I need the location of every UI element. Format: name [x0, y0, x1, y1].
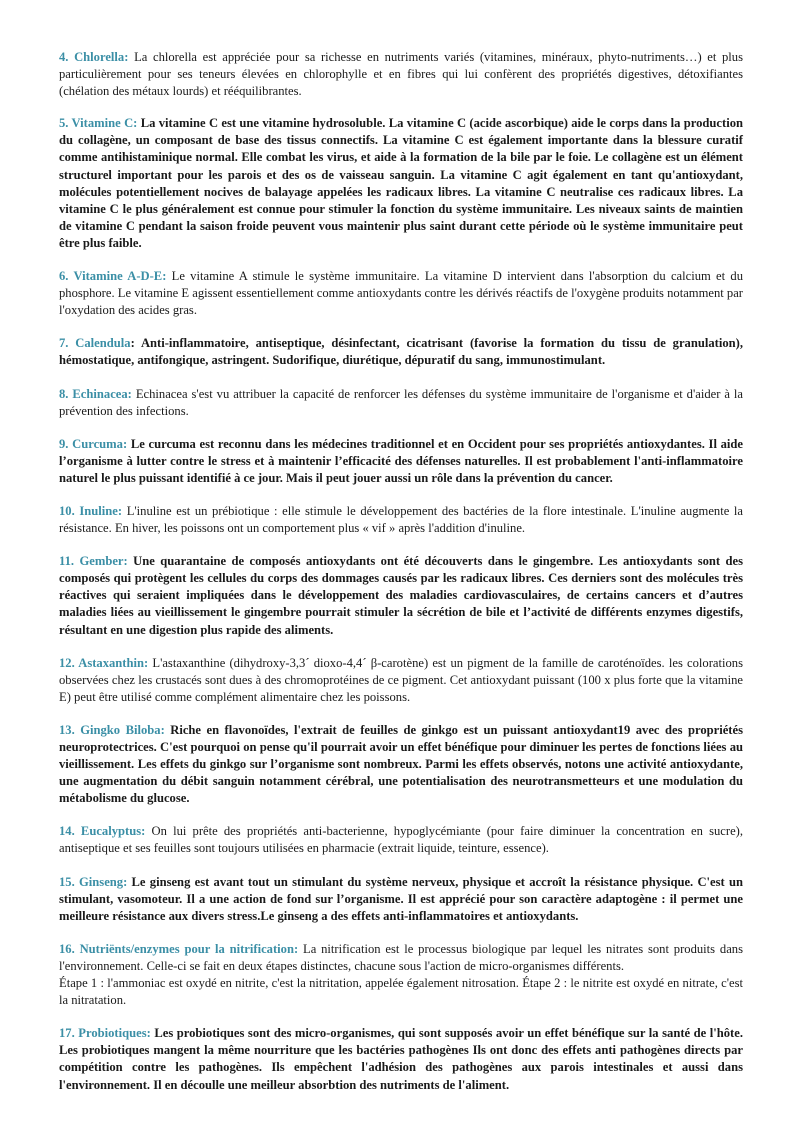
entry-body: Riche en flavonoïdes, l'extrait de feuilles de ginkgo est un puissant antioxydant19 avec des propriétés neuroprotectrices. C'est pourquoi on pense qu'il pourrait avoir un effet bénéfique pour diminuer les pertes de fonctions liées au vieillissement. Les effets du ginkgo sur l’organisme sont nombreux. Parmi les effets observés, notons une activité antioxydante, une augmentation du débit sanguin notamment cérébral, une potentialisation des neurotransmetteurs et une modulation du métabolisme du glucose. [59, 722, 743, 806]
entry-body-extra: Étape 1 : l'ammoniac est oxydé en nitrite, c'est la nitritation, appelée également nitrosation. Étape 2 : le nitrite est oxydé en nitrate, c'est la nitratation. [59, 976, 743, 1008]
entry-body: Le ginseng est avant tout un stimulant du système nerveux, physique et accroît la résistance physique. C'est un stimulant, vasomoteur. Il a une action de fond sur l’organisme. Il est apprécié pour son caractère adaptogène : il permet une meilleure résistance aux divers stress.Le ginseng a des effets anti-inflammatoires et antioxydants. [59, 874, 743, 923]
entry-vitamine-c [59, 115, 743, 252]
entry-heading: 8. Echinacea: [59, 386, 132, 401]
entry-body: On lui prête des propriétés anti-bacterienne, hypoglycémiante (pour faire diminuer la concentration en sucre), antiseptique et ses feuilles sont toujours utilisées en pharmacie (extrait liquide, teinture, essence). [59, 824, 744, 856]
entry-chlorella [59, 49, 743, 100]
entry-heading: 17. Probiotiques: [59, 1026, 151, 1041]
entry-body: Echinacea s'est vu attribuer la capacité de renforcer les défenses du système immunitaire de l'organisme et d'aider à la prévention des infections. [59, 386, 744, 418]
entry-heading: 5. Vitamine C: [59, 116, 138, 131]
entry-heading: 4. Chlorella: [59, 50, 129, 64]
entry-heading: 11. Gember: [59, 554, 128, 569]
entry-heading: 14. Eucalyptus: [59, 824, 146, 839]
entry-gember [59, 553, 743, 638]
entry-nitrification [59, 941, 743, 1009]
entry-heading: 6. Vitamine A-D-E: [59, 269, 167, 284]
entry-body: L'inuline est un prébiotique : elle stimule le développement des bactéries de la flore intestinale. L'inuline augmente la résistance. En hiver, les poissons ont un comportement plus « vif » après l'addition d'inuline. [59, 503, 743, 536]
entry-vitamine-ade [59, 268, 743, 319]
entry-body: Une quarantaine de composés antioxydants ont été découverts dans le gingembre. Les antioxydants sont des composés qui protègent les cellules du corps des dommages causés par les radicaux libres. Ces derniers sont des molécules très réactives qui seraient impliquées dans le développement des maladies cardiovasculaires, de certains cancers et d’autres maladies liées au vieillissement le gingembre pourrait stimuler la sécrétion de bile et l’activité de différents enzymes digestifs, résultant en une digestion plus rapide des aliments. [59, 554, 744, 637]
entry-body: Le vitamine A stimule le système immunitaire. La vitamine D intervient dans l'absorption du calcium et du phosphore. Le vitamine E agissent essentiellement comme antioxydants contre les dérivés réactifs de l'oxygène produits notamment par l'oxydation des acides gras. [59, 269, 743, 318]
entry-body: La vitamine C est une vitamine hydrosoluble. La vitamine C (acide ascorbique) aide le corps dans la production du collagène, un composant de base des tissus connectifs. La vitamine C est également importante dans la blessure curatif comme antihistaminique normal. Elle combat les virus, et aide à la formation de la bile par le foie. Le collagène est un élément structurel important pour les parois et des os de vaisseau sanguin. La vitamine C agit également en tant qu'antioxydant, molécules potentiellement nocives de balayage appelées les radicaux libres. La vitamine C neutralise ces radicaux libres. La vitamine C le plus généralement est connue pour stimuler la fonction du système immunitaire. Les niveaux saints de maintien de vitamine C pendant la saison froide peuvent vous maintenir plus saint durant cette période où le système immunitaire peut être plus faible. [59, 116, 743, 250]
entry-body: L'astaxanthine (dihydroxy-3,3´ dioxo-4,4´ β-carotène) est un pigment de la famille de caroténoïdes. les colorations observées chez les crustacés sont dues à des chromoprotéines de ce pigment. Cet antioxydant puissant (100 x plus forte que la vitamine E) peut être utilisé comme complément alimentaire chez les poissons. [59, 655, 743, 704]
entry-body: La nitrification est le processus biologique par lequel les nitrates sont produits dans l'environnement. Celle-ci se fait en deux étapes distinctes, chacune sous l'action de micro-organismes différents. [59, 941, 743, 973]
entry-heading: 10. Inuline: [59, 503, 123, 518]
entry-heading: 13. Gingko Biloba: [59, 722, 165, 737]
entry-heading: 12. Astaxanthin: [59, 655, 149, 670]
entry-body: Les probiotiques sont des micro-organismes, qui sont supposés avoir un effet bénéfique sur la santé de l'hôte. Les probiotiques mangent la même nourriture que les bactéries pathogènes Ils ont donc des effets anti pathogènes directs par compétition contre les pathogènes. Ils empêchent l'adhésion des pathogènes aux parois intestinales et aussi dans l'environnement. Il en découlle une meilleur absorbtion des nutriments de l'aliment. [59, 1026, 743, 1092]
entry-eucalyptus [59, 823, 743, 857]
entry-calendula [59, 335, 743, 369]
entry-probiotiques [59, 1025, 743, 1093]
entry-body: : Anti-inflammatoire, antiseptique, désinfectant, cicatrisant (favorise la formation du tissu de granulation), hémostatique, antifongique, astringent. Sudorifique, diurétique, dépuratif du sang, immunostimulant. [59, 336, 743, 368]
entry-body: La chlorella est appréciée pour sa richesse en nutriments variés (vitamines, minéraux, phyto-nutriments…) et plus particulièrement pour ses teneurs élevées en chlorophylle et en fibres qui lui confèrent des propriétés digestives, détoxifiantes (chélation des métaux lourds) et rééquilibrantes. [59, 50, 744, 99]
entry-heading: 16. Nutriënts/enzymes pour la nitrification: [59, 941, 299, 956]
entry-gingko-biloba [59, 722, 743, 807]
entry-curcuma [59, 436, 743, 487]
entry-inuline [59, 503, 743, 537]
entry-echinacea [59, 386, 743, 420]
entry-heading: 9. Curcuma: [59, 436, 128, 451]
entry-astaxanthin [59, 655, 743, 706]
entry-ginseng [59, 874, 743, 925]
entry-heading: 7. Calendula [59, 336, 131, 351]
entry-heading: 15. Ginseng: [59, 874, 128, 889]
entry-body: Le curcuma est reconnu dans les médecines traditionnel et en Occident pour ses propriétés antioxydantes. Il aide l’organisme à lutter contre le stress et à maintenir l’efficacité des défenses naturelles. Il est probablement l'anti-inflammatoire naturel le plus puissant identifié à ce jour. Mais il peut jouer aussi un rôle dans la prévention du cancer. [59, 436, 743, 485]
